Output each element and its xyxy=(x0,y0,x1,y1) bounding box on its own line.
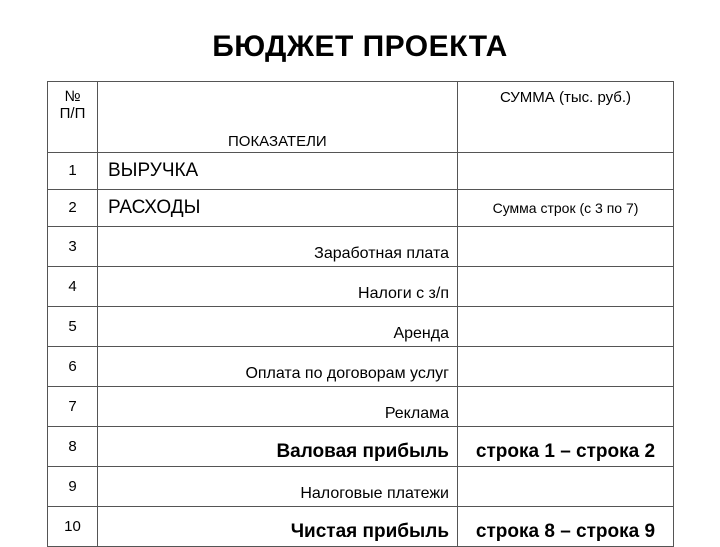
table-row xyxy=(48,427,674,467)
row-number: 10 xyxy=(48,507,98,547)
row-number: 8 xyxy=(48,427,98,467)
table-row xyxy=(48,387,674,427)
row-sum xyxy=(458,267,674,307)
row-indicator: Аренда xyxy=(98,307,458,347)
row-indicator: Оплата по договорам услуг xyxy=(98,347,458,387)
table-row xyxy=(48,467,674,507)
row-indicator: Налоговые платежи xyxy=(98,467,458,507)
header-number-symbol: № xyxy=(64,88,81,105)
page-title: БЮДЖЕТ ПРОЕКТА xyxy=(212,30,508,63)
table-row xyxy=(48,267,674,307)
row-sum xyxy=(458,467,674,507)
row-indicator: Чистая прибыль xyxy=(98,507,458,547)
row-number: 7 xyxy=(48,387,98,427)
row-indicator: Реклама xyxy=(98,387,458,427)
row-indicator: Налоги с з/п xyxy=(98,267,458,307)
table-row xyxy=(48,347,674,387)
row-number: 9 xyxy=(48,467,98,507)
row-indicator: ВЫРУЧКА xyxy=(98,153,458,190)
row-sum: Сумма строк (с 3 по 7) xyxy=(458,190,674,227)
row-sum xyxy=(458,307,674,347)
table-row xyxy=(48,153,674,190)
table-row xyxy=(48,190,674,227)
row-number: 6 xyxy=(48,347,98,387)
row-sum xyxy=(458,347,674,387)
row-number: 1 xyxy=(48,153,98,190)
table-row xyxy=(48,307,674,347)
header-sum: СУММА (тыс. руб.) xyxy=(458,82,674,153)
row-number: 3 xyxy=(48,227,98,267)
header-number-label: П/П xyxy=(59,105,86,123)
row-sum: строка 8 – строка 9 xyxy=(458,507,674,547)
row-indicator: РАСХОДЫ xyxy=(98,190,458,227)
row-sum: строка 1 – строка 2 xyxy=(458,427,674,467)
budget-table xyxy=(47,81,674,547)
row-sum xyxy=(458,227,674,267)
table-row xyxy=(48,227,674,267)
row-number: 4 xyxy=(48,267,98,307)
header-indicators: ПОКАЗАТЕЛИ xyxy=(98,82,458,153)
row-number: 5 xyxy=(48,307,98,347)
row-indicator: Заработная плата xyxy=(98,227,458,267)
row-sum xyxy=(458,153,674,190)
header-number-cell xyxy=(48,82,98,153)
table-header-row xyxy=(48,82,674,153)
row-sum xyxy=(458,387,674,427)
table-row xyxy=(48,507,674,547)
row-indicator: Валовая прибыль xyxy=(98,427,458,467)
row-number: 2 xyxy=(48,190,98,227)
